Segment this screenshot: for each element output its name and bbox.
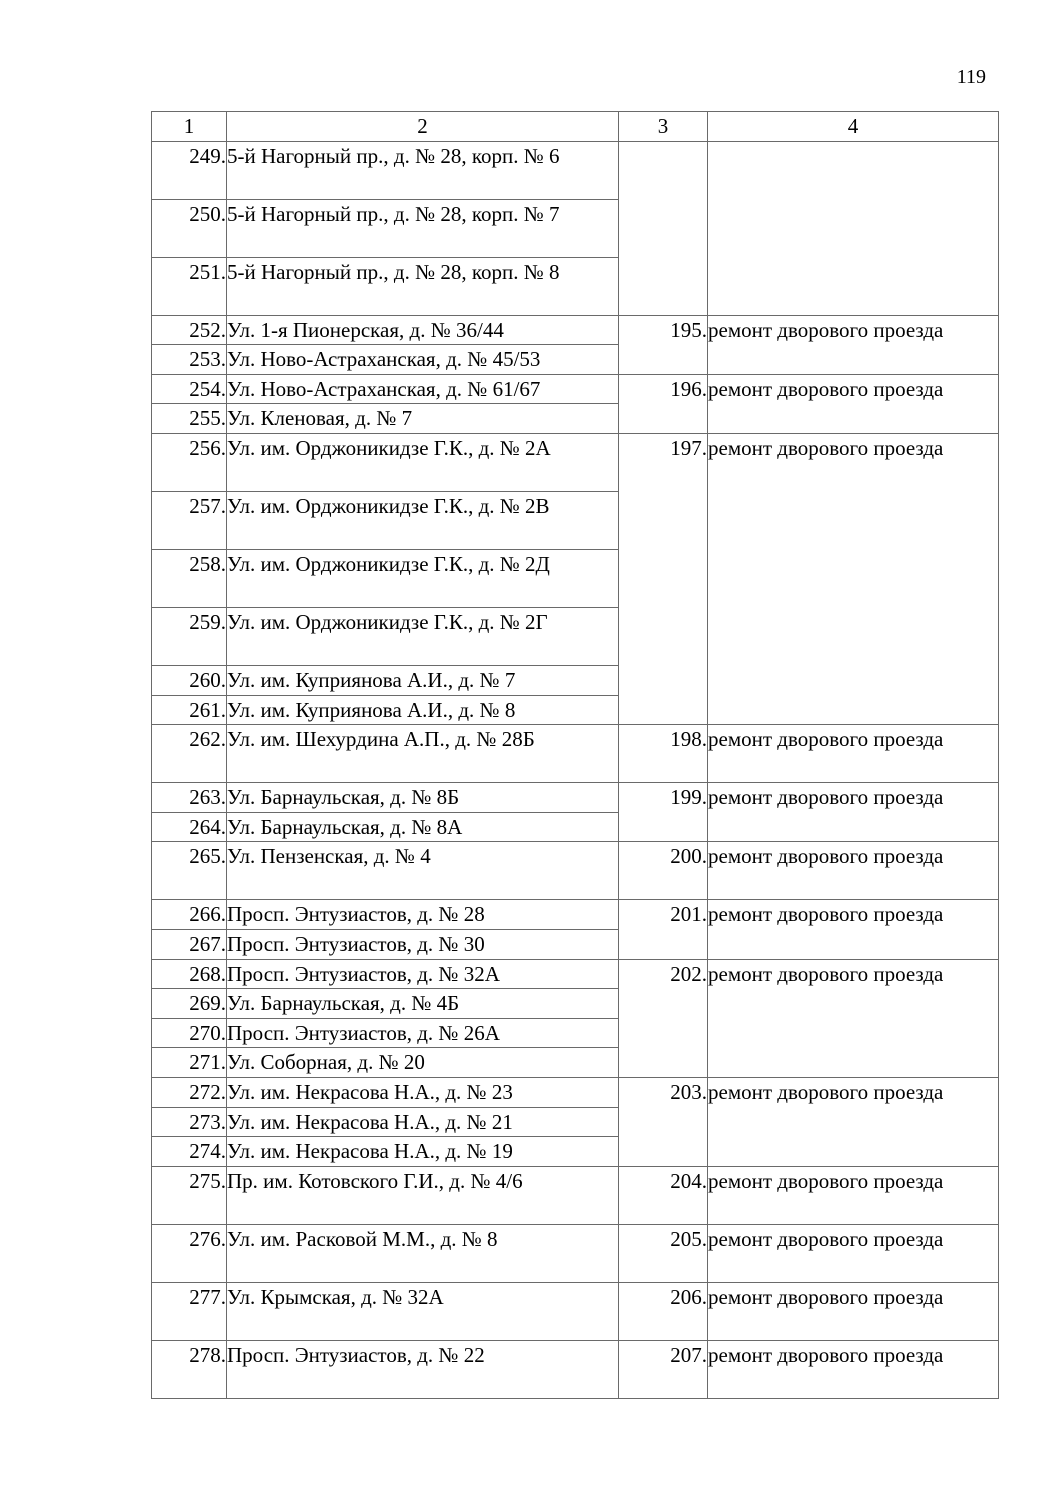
row-number: 266.: [152, 900, 227, 930]
address-cell: Ул. им. Орджоникидзе Г.К., д. № 2Г: [227, 607, 619, 665]
address-cell: Ул. им. Куприянова А.И., д. № 7: [227, 665, 619, 695]
address-cell: Ул. им. Шехурдина А.П., д. № 28Б: [227, 725, 619, 783]
address-cell: Просп. Энтузиастов, д. № 22: [227, 1340, 619, 1398]
table-row: [152, 315, 999, 345]
work-type-cell: ремонт дворового проезда: [708, 315, 999, 374]
address-cell: Ул. им. Орджоникидзе Г.К., д. № 2В: [227, 491, 619, 549]
table-row: [152, 1077, 999, 1107]
address-cell: Ул. Ново-Астраханская, д. № 45/53: [227, 345, 619, 375]
header-col-3: 3: [619, 112, 708, 142]
address-cell: 5-й Нагорный пр., д. № 28, корп. № 6: [227, 141, 619, 199]
row-number: 250.: [152, 199, 227, 257]
address-cell: Ул. Барнаульская, д. № 4Б: [227, 989, 619, 1019]
row-number: 256.: [152, 433, 227, 491]
address-cell: 5-й Нагорный пр., д. № 28, корп. № 8: [227, 257, 619, 315]
group-number: 195.: [619, 315, 708, 374]
work-type-cell: ремонт дворового проезда: [708, 1340, 999, 1398]
group-number: 196.: [619, 374, 708, 433]
address-cell: Ул. им. Орджоникидзе Г.К., д. № 2А: [227, 433, 619, 491]
table-row: [152, 783, 999, 813]
work-type-cell: ремонт дворового проезда: [708, 900, 999, 959]
header-row: [152, 112, 999, 142]
row-number: 278.: [152, 1340, 227, 1398]
table-row: [152, 900, 999, 930]
address-cell: Ул. им. Куприянова А.И., д. № 8: [227, 695, 619, 725]
address-cell: Ул. им. Некрасова Н.А., д. № 21: [227, 1107, 619, 1137]
work-type-cell: ремонт дворового проезда: [708, 1077, 999, 1166]
row-number: 275.: [152, 1166, 227, 1224]
row-number: 257.: [152, 491, 227, 549]
group-number: 207.: [619, 1340, 708, 1398]
group-number: 201.: [619, 900, 708, 959]
header-col-4: 4: [708, 112, 999, 142]
work-type-cell: ремонт дворового проезда: [708, 1282, 999, 1340]
address-cell: Ул. Крымская, д. № 32А: [227, 1282, 619, 1340]
address-cell: Ул. Соборная, д. № 20: [227, 1048, 619, 1078]
work-type-cell: ремонт дворового проезда: [708, 783, 999, 842]
row-number: 269.: [152, 989, 227, 1019]
header-col-2: 2: [227, 112, 619, 142]
address-cell: Просп. Энтузиастов, д. № 26А: [227, 1018, 619, 1048]
row-number: 272.: [152, 1077, 227, 1107]
row-number: 255.: [152, 404, 227, 434]
address-cell: 5-й Нагорный пр., д. № 28, корп. № 7: [227, 199, 619, 257]
table-row: [152, 1282, 999, 1340]
table-row: [152, 1340, 999, 1398]
group-number: 199.: [619, 783, 708, 842]
page-number: 119: [956, 66, 986, 88]
address-cell: Ул. им. Некрасова Н.А., д. № 23: [227, 1077, 619, 1107]
row-number: 249.: [152, 141, 227, 199]
address-cell: Ул. им. Орджоникидзе Г.К., д. № 2Д: [227, 549, 619, 607]
table-row: [152, 141, 999, 199]
row-number: 276.: [152, 1224, 227, 1282]
address-cell: Просп. Энтузиастов, д. № 30: [227, 929, 619, 959]
table-row: [152, 433, 999, 491]
table-row: [152, 725, 999, 783]
group-number: 205.: [619, 1224, 708, 1282]
work-type-cell: ремонт дворового проезда: [708, 433, 999, 724]
group-number: 206.: [619, 1282, 708, 1340]
address-cell: Ул. Ново-Астраханская, д. № 61/67: [227, 374, 619, 404]
work-type-cell: ремонт дворового проезда: [708, 959, 999, 1077]
address-cell: Просп. Энтузиастов, д. № 28: [227, 900, 619, 930]
work-type-cell: [708, 141, 999, 315]
row-number: 253.: [152, 345, 227, 375]
work-type-cell: ремонт дворового проезда: [708, 1166, 999, 1224]
group-number: 200.: [619, 842, 708, 900]
group-number: 198.: [619, 725, 708, 783]
work-type-cell: ремонт дворового проезда: [708, 725, 999, 783]
table-row: [152, 374, 999, 404]
table-row: [152, 1224, 999, 1282]
work-type-cell: ремонт дворового проезда: [708, 1224, 999, 1282]
table-row: [152, 842, 999, 900]
row-number: 260.: [152, 665, 227, 695]
row-number: 273.: [152, 1107, 227, 1137]
address-cell: Ул. 1-я Пионерская, д. № 36/44: [227, 315, 619, 345]
address-cell: Просп. Энтузиастов, д. № 32А: [227, 959, 619, 989]
group-number: 202.: [619, 959, 708, 1077]
address-cell: Ул. им. Расковой М.М., д. № 8: [227, 1224, 619, 1282]
address-cell: Ул. Барнаульская, д. № 8А: [227, 812, 619, 842]
row-number: 262.: [152, 725, 227, 783]
row-number: 254.: [152, 374, 227, 404]
address-cell: Ул. им. Некрасова Н.А., д. № 19: [227, 1137, 619, 1167]
table-row: [152, 959, 999, 989]
address-cell: Ул. Пензенская, д. № 4: [227, 842, 619, 900]
group-number: 204.: [619, 1166, 708, 1224]
row-number: 271.: [152, 1048, 227, 1078]
row-number: 267.: [152, 929, 227, 959]
header-col-1: 1: [152, 112, 227, 142]
address-cell: Ул. Барнаульская, д. № 8Б: [227, 783, 619, 813]
group-number: 197.: [619, 433, 708, 724]
works-table: [151, 111, 999, 1399]
address-cell: Пр. им. Котовского Г.И., д. № 4/6: [227, 1166, 619, 1224]
row-number: 258.: [152, 549, 227, 607]
row-number: 261.: [152, 695, 227, 725]
row-number: 270.: [152, 1018, 227, 1048]
address-cell: Ул. Кленовая, д. № 7: [227, 404, 619, 434]
table-row: [152, 1166, 999, 1224]
work-type-cell: ремонт дворового проезда: [708, 374, 999, 433]
row-number: 268.: [152, 959, 227, 989]
row-number: 274.: [152, 1137, 227, 1167]
row-number: 259.: [152, 607, 227, 665]
work-type-cell: ремонт дворового проезда: [708, 842, 999, 900]
row-number: 252.: [152, 315, 227, 345]
group-number: 203.: [619, 1077, 708, 1166]
row-number: 265.: [152, 842, 227, 900]
row-number: 264.: [152, 812, 227, 842]
row-number: 277.: [152, 1282, 227, 1340]
row-number: 263.: [152, 783, 227, 813]
row-number: 251.: [152, 257, 227, 315]
group-number: [619, 141, 708, 315]
